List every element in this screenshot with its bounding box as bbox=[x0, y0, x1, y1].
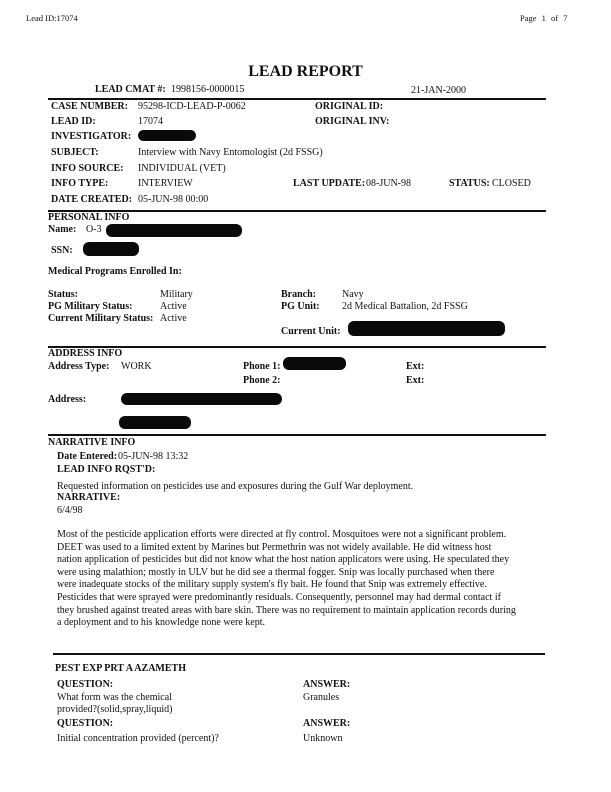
status-label: Status: bbox=[48, 289, 79, 300]
current-military-status-value: Active bbox=[160, 313, 187, 324]
status-value: CLOSED bbox=[492, 178, 531, 189]
pg-military-status-label: PG Military Status: bbox=[48, 301, 133, 312]
address-type-label: Address Type: bbox=[48, 361, 110, 372]
name-prefix: O-3 bbox=[86, 224, 102, 235]
narrative-date: 6/4/98 bbox=[57, 505, 83, 516]
ext1-label: Ext: bbox=[406, 361, 425, 372]
ext2-label: Ext: bbox=[406, 375, 425, 386]
info-source-value: INDIVIDUAL (VET) bbox=[138, 163, 226, 174]
status-label: STATUS: bbox=[449, 178, 490, 189]
question-text: What form was the chemical bbox=[57, 692, 172, 703]
info-source-label: INFO SOURCE: bbox=[51, 163, 124, 174]
info-type-label: INFO TYPE: bbox=[51, 178, 109, 189]
original-id-label: ORIGINAL ID: bbox=[315, 101, 384, 112]
redaction-address-line1 bbox=[121, 393, 282, 405]
lead-id-value: 17074 bbox=[138, 116, 163, 127]
date-created-value: 05-JUN-98 00:00 bbox=[138, 194, 209, 205]
narrative-line: were using malathion; mostly in ULV but he did see a thermal fogger. Snip was locally purchased when there bbox=[57, 566, 495, 578]
redaction-investigator bbox=[138, 130, 196, 141]
answer-label: ANSWER: bbox=[303, 718, 351, 729]
ssn-label: SSN: bbox=[51, 245, 73, 256]
cmat-label: LEAD CMAT #: bbox=[95, 84, 166, 95]
section-title-pest-exp: PEST EXP PRT A AZAMETH bbox=[55, 663, 186, 674]
section-title-personal-info: PERSONAL INFO bbox=[48, 212, 130, 223]
cmat-value: 1998156-0000015 bbox=[171, 84, 245, 95]
phone2-label: Phone 2: bbox=[243, 375, 281, 386]
narrative-label: NARRATIVE: bbox=[57, 492, 121, 503]
divider bbox=[48, 346, 546, 348]
info-type-value: INTERVIEW bbox=[138, 178, 193, 189]
narrative-line: a deployment and to his knowledge none were kept. bbox=[57, 617, 265, 629]
current-unit-label: Current Unit: bbox=[281, 326, 341, 337]
narrative-line: they brushed against treated areas with bare skin. There was no requirement to maintain application records during bbox=[57, 604, 516, 616]
narrative-line: DEET was used to a limited extent by Marines but Permethrin was not widely available. He did witness host bbox=[57, 541, 492, 553]
address-label: Address: bbox=[48, 394, 87, 405]
branch-value: Navy bbox=[342, 289, 364, 300]
subject-label: SUBJECT: bbox=[51, 147, 99, 158]
question-label: QUESTION: bbox=[57, 718, 114, 729]
investigator-label: INVESTIGATOR: bbox=[51, 131, 132, 142]
lead-id-label: LEAD ID: bbox=[51, 116, 96, 127]
answer-text: Granules bbox=[303, 692, 340, 703]
section-title-narrative-info: NARRATIVE INFO bbox=[48, 437, 136, 448]
answer-text: Unknown bbox=[303, 733, 343, 744]
subject-value: Interview with Navy Entomologist (2d FSSG) bbox=[138, 147, 323, 158]
answer-label: ANSWER: bbox=[303, 679, 351, 690]
section-title-address-info: ADDRESS INFO bbox=[48, 348, 123, 359]
page-header-lead-id: Lead ID:17074 bbox=[26, 13, 78, 23]
lead-info-value: Requested information on pesticides use and exposures during the Gulf War deployment. bbox=[57, 481, 414, 492]
narrative-line: nation application of pesticides but did not know what the host nation applicators were using. He speculated they bbox=[57, 554, 510, 566]
question-text: Initial concentration provided (percent)? bbox=[57, 733, 219, 744]
redaction-current-unit bbox=[348, 321, 505, 336]
last-update-label: LAST UPDATE: bbox=[293, 178, 366, 189]
name-label: Name: bbox=[48, 224, 77, 235]
branch-label: Branch: bbox=[281, 289, 316, 300]
divider bbox=[48, 434, 546, 436]
divider bbox=[53, 653, 545, 655]
redaction-name bbox=[106, 224, 242, 237]
original-inv-label: ORIGINAL INV: bbox=[315, 116, 390, 127]
report-title: LEAD REPORT bbox=[248, 63, 363, 80]
current-military-status-label: Current Military Status: bbox=[48, 313, 154, 324]
redaction-ssn bbox=[83, 242, 139, 256]
report-date: 21-JAN-2000 bbox=[411, 85, 466, 96]
address-type-value: WORK bbox=[121, 361, 152, 372]
narrative-line: were inadequate stocks of the military supply system's fly bait. He found that Snip was extremely effective. bbox=[57, 579, 487, 591]
date-entered-label: Date Entered: bbox=[57, 451, 118, 462]
date-created-label: DATE CREATED: bbox=[51, 194, 133, 205]
pg-unit-label: PG Unit: bbox=[281, 301, 320, 312]
case-number-label: CASE NUMBER: bbox=[51, 101, 128, 112]
redaction-phone1 bbox=[283, 357, 346, 370]
narrative-line: Most of the pesticide application efforts were directed at fly control. Mosquitoes were not a significant problem. bbox=[57, 529, 507, 540]
divider bbox=[48, 98, 546, 100]
question-label: QUESTION: bbox=[57, 679, 114, 690]
redaction-address-line2 bbox=[119, 416, 191, 429]
status-value: Military bbox=[160, 289, 193, 300]
page-number: Page 1 of 7 bbox=[520, 13, 568, 23]
phone1-label: Phone 1: bbox=[243, 361, 281, 372]
narrative-line: Pesticides that were sprayed were predominantly residuals. Consequently, personnel may had dermal contact if bbox=[57, 591, 501, 603]
question-text-cont: provided?(solid,spray,liquid) bbox=[57, 704, 173, 715]
date-entered-value: 05-JUN-98 13:32 bbox=[118, 451, 189, 462]
last-update-value: 08-JUN-98 bbox=[366, 178, 411, 189]
medical-programs-label: Medical Programs Enrolled In: bbox=[48, 266, 182, 277]
pg-military-status-value: Active bbox=[160, 301, 187, 312]
lead-info-label: LEAD INFO RQST'D: bbox=[57, 464, 156, 475]
case-number-value: 95298-ICD-LEAD-P-0062 bbox=[138, 101, 246, 112]
pg-unit-value: 2d Medical Battalion, 2d FSSG bbox=[342, 301, 468, 312]
narrative-body bbox=[57, 529, 547, 630]
